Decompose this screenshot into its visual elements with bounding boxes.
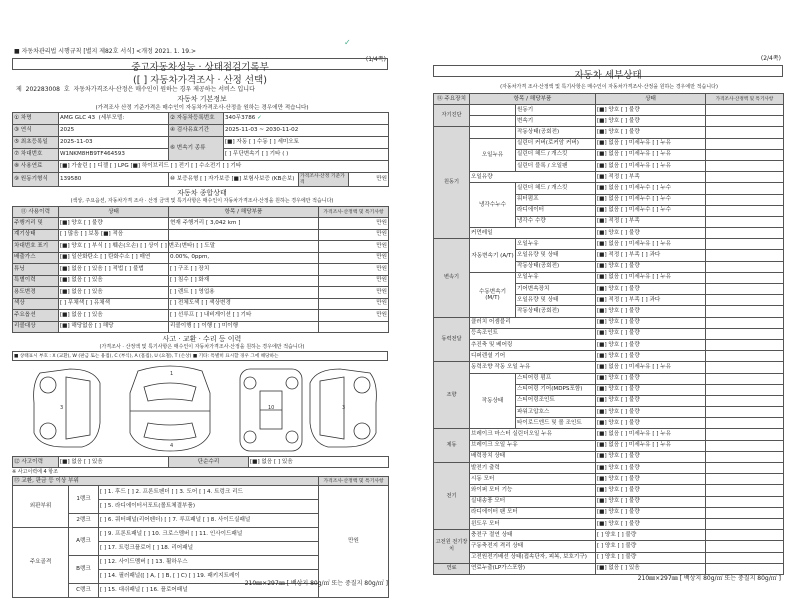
summary-cell-state: [■] 없음 [ ] 있음 [ ] 적법 [ ] 불법: [59, 264, 169, 276]
svg-text:1: 1: [170, 371, 174, 377]
detail-item: 냉각수 수량: [516, 216, 596, 227]
detail-price: [706, 272, 784, 283]
summary-cell-item: 계기상태: [13, 229, 59, 241]
detail-item: 브레이크 마스터 실린더오일 누유: [470, 429, 596, 440]
detail-price: [706, 138, 784, 149]
detail-state: [■] 양호 [ ] 불량: [596, 127, 706, 138]
svg-text:10: 10: [268, 405, 275, 411]
detail-item: 오일유량: [470, 172, 596, 183]
summary-cell-price: [319, 321, 389, 333]
detail-state: [■] 양호 [ ] 불량: [596, 116, 706, 127]
detail-price: [706, 194, 784, 205]
detail-row: [434, 474, 784, 485]
detail-state: [■] 양호 [ ] 불량: [596, 306, 706, 317]
detail-row: [434, 530, 784, 541]
detail-state: [■] 양호 [ ] 불량: [596, 228, 706, 239]
summary-cell-detail: 현재 주행거리 [ 3,042 km ]: [169, 218, 319, 230]
summary-cell-state: [■] 없음 [ ] 있음: [59, 275, 169, 287]
summary-cell-detail: 리콜이행 [ ] 이행 [ ] 미이행: [169, 321, 319, 333]
detail-item: 연료누출(LP가스포함): [470, 563, 596, 574]
detail-row: [434, 485, 784, 496]
detail-price: [706, 239, 784, 250]
detail-price: [706, 451, 784, 462]
detail-state: [■] 양호 [ ] 불량: [596, 496, 706, 507]
detail-state: [■] 양호 [ ] 불량: [596, 407, 706, 418]
detail-state: [■] 양호 [ ] 불량: [596, 418, 706, 429]
summary-cell-price: 만원: [319, 252, 389, 264]
summary-row: [13, 252, 389, 264]
car-top-view: [130, 366, 210, 451]
detail-item: 클러치 어셈블리: [470, 317, 596, 328]
detail-subgroup: 수동변속기 (M/T): [470, 272, 516, 317]
summary-row: [13, 229, 389, 241]
basic-info-title: 자동차 기본정보: [177, 95, 227, 103]
summary-cell-detail: [ ] 구조 [ ] 장치: [169, 264, 319, 276]
detail-group: 동력전달: [434, 317, 470, 362]
detail-price: [706, 317, 784, 328]
summary-row: [13, 287, 389, 299]
detail-item: 작동상태(공회전): [516, 127, 596, 138]
detail-state: [■] 양호 [ ] 불량: [596, 339, 706, 350]
summary-row: [13, 321, 389, 333]
detail-item: 파워고압호스: [516, 407, 596, 418]
detail-item: 충전구 절연 상태: [470, 530, 596, 541]
detail-state: [■] 없음 [ ] 미세누수 [ ] 누수: [596, 194, 706, 205]
detail-price: [706, 541, 784, 552]
detail-item: 스티어링조인트: [516, 395, 596, 406]
detail-title: 자동차 세부상태: [574, 70, 642, 81]
detail-item: 동력조향 작동 오일 누유: [470, 362, 596, 373]
detail-item: 라디에이터: [516, 205, 596, 216]
car-diagram: [20, 363, 390, 453]
summary-cell-detail: [ ] 전체도색 [ ] 색상변경: [169, 298, 319, 310]
detail-price: [706, 362, 784, 373]
detail-row: [434, 362, 784, 373]
detail-state: [■] 적정 [ ] 부족 [ ] 과다: [596, 295, 706, 306]
detail-item: 스티어링 펌프: [516, 373, 596, 384]
detail-row: [434, 518, 784, 529]
detail-subgroup-empty: [470, 105, 516, 116]
detail-price: [706, 172, 784, 183]
detail-row: [434, 351, 784, 362]
summary-cell-item: 주요옵션: [13, 310, 59, 322]
detail-price: [706, 351, 784, 362]
detail-price: [706, 407, 784, 418]
detail-item: 커먼레일: [470, 228, 596, 239]
detail-note: (자동차가격 조사·산정액 및 특기사항은 매수인이 자동차가격조사·산정을 원하는 경우에만 적습니다): [500, 84, 718, 90]
detail-price: [706, 284, 784, 295]
detail-price: [706, 261, 784, 272]
detail-group: 전기: [434, 463, 470, 530]
summary-cell-state: [■] 양호 [ ] 불량: [59, 218, 169, 230]
page-1: [12, 38, 392, 593]
detail-state: [■] 양호 [ ] 불량: [596, 474, 706, 485]
detail-state: [■] 적정 [ ] 부족: [596, 216, 706, 227]
detail-item: 실린더 커버(로커암 커버): [516, 138, 596, 149]
detail-price: [706, 306, 784, 317]
svg-text:3: 3: [60, 405, 64, 411]
summary-row: [13, 310, 389, 322]
detail-state: [■] 없음 [ ] 미세누수 [ ] 누수: [596, 183, 706, 194]
detail-price: [706, 149, 784, 160]
detail-item: 추진축 및 베어링: [470, 339, 596, 350]
detail-state: [■] 없음 [ ] 미세누수 [ ] 누수: [596, 205, 706, 216]
detail-price: [706, 429, 784, 440]
summary-cell-state: [■] 양호 [ ] 부식 [ ] 훼손(오손) [ ] 상이 [ ] 변조(변타) [ ] 도말: [59, 241, 169, 253]
detail-price: [706, 384, 784, 395]
summary-cell-price: 만원: [319, 218, 389, 230]
summary-note: (색상, 주요옵션, 자동차가격 조사 · 산정 금액 및 특기사항은 매수인이 자동차가격조사·산정을 원하는 경우에만 적습니다): [70, 198, 334, 204]
document-subtitle: ([ ] 자동차가격조사 · 산정 선택): [133, 75, 267, 86]
detail-item: 배력장치 상태: [470, 451, 596, 462]
check-mark-icon: ✓: [344, 38, 351, 47]
paper-spec-footer-2: 210㎜×297㎜ [ 백상지 80g/㎡ 또는 중질지 80g/㎡ ]: [637, 575, 781, 582]
document-number-line: 제 202283008 호 자동차가격조사·산정은 매수인이 원하는 경우 제공하는 서비스 입니다: [16, 86, 255, 93]
summary-cell-item: 리콜대상: [13, 321, 59, 333]
detail-price: [706, 485, 784, 496]
detail-item: 실린더 헤드 / 개스킷: [516, 183, 596, 194]
detail-row: [434, 451, 784, 462]
summary-cell-detail: 0.00%, 0ppm,: [169, 252, 319, 264]
detail-state: [ ] 양호 [ ] 불량: [596, 552, 706, 563]
detail-state: [■] 없음 [ ] 미세누유 [ ] 누유: [596, 149, 706, 160]
detail-item: 윈도우 모터: [470, 518, 596, 529]
page-number-2: (2/4쪽): [760, 55, 781, 62]
detail-item: 작동상태(공회전): [516, 306, 596, 317]
summary-cell-state: [■] 일산화탄소 [ ] 탄화수소 [ ] 매연: [59, 252, 169, 264]
detail-item: 와이퍼 모터 기능: [470, 485, 596, 496]
detail-state: [■] 양호 [ ] 불량: [596, 463, 706, 474]
detail-price: [706, 127, 784, 138]
detail-item: 스티어링 기어(MDPS포함): [516, 384, 596, 395]
summary-cell-state: [■] 없음 [ ] 있음: [59, 287, 169, 299]
detail-row: [434, 228, 784, 239]
detail-state: [■] 양호 [ ] 불량: [596, 485, 706, 496]
detail-row: [434, 317, 784, 328]
summary-cell-state: [■] 없음 [ ] 있음: [59, 310, 169, 322]
detail-state: [■] 없음 [ ] 미세누유 [ ] 누유: [596, 239, 706, 250]
detail-price: [706, 463, 784, 474]
detail-price: [706, 440, 784, 451]
detail-group: 제동: [434, 429, 470, 463]
svg-text:4: 4: [170, 443, 174, 449]
basic-info-note: (가격조사 산정 기준가격은 매수인이 자동차가격조사·산정을 원하는 경우에만 적습니다): [95, 105, 309, 111]
detail-state: [■] 양호 [ ] 불량: [596, 284, 706, 295]
accident-title: 사고 · 교환 · 수리 등 이력: [162, 335, 242, 343]
detail-item: 원동기: [516, 105, 596, 116]
detail-state: [■] 적정 [ ] 부족 [ ] 과다: [596, 250, 706, 261]
detail-price: [706, 216, 784, 227]
basic-info-table: ① 차명 AMG GLC 43 (세부모델: ② 자동차등록번호 340무3786 ✓ ③ 연식 2025 ④ 검사유효기간 2025-11-03 ~ 2030-11-02 ⑤ 최초등록일 2025-11-03 ⑥ 변속기 종류 [■] 자동 [ ] 수동 [ ] 세미오토 ⑦ 차대번호 W1NKM8HB9TF464593 [ ] 무단변속기 [ ] 기타 ( ) ⑧ 사용연료 [■] 가솔린 [ ] 디젤 [ ] LPG [■] 하이브리드 [ ] 전기 [ ] 수소전기 [ ] 기타 ⑨ 원동기형식 139580 ⑩ 보증유형 [ ] 자가보증 [■] 보험사보증 (KB손보) 가격조사·산정 기준가격 만원: [12, 112, 389, 187]
detail-item: 라디에이터 팬 모터: [470, 507, 596, 518]
detail-item: 오일유량 및 상태: [516, 295, 596, 306]
detail-state: [■] 양호 [ ] 불량: [596, 351, 706, 362]
detail-row: [434, 507, 784, 518]
detail-price: [706, 395, 784, 406]
detail-group: 자기진단: [434, 105, 470, 127]
detail-price: [706, 250, 784, 261]
detail-state: [■] 양호 [ ] 불량: [596, 451, 706, 462]
parts-table: ⑬ 교환, 판금 등 이상 부위 가격조사·산정액 및 특기사항 외판부위 1랭크 [ ] 1. 후드 [ ] 2. 프론트펜더 [ ] 3. 도어 [ ] 4. 트렁크 리드 만원 [ ] 5. 라디에이터서포트(볼트체결부품) 2랭크 [ ] 6. 쿼터패널(리어펜더) [ ] 7. 루프패널 [ ] 8. 사이드실패널 주요골격 A랭크 [ ] 9. 프론트패널 [ ] 10. 크로스멤버 [ ] 11. 인사이드패널 [ ] 17. 트렁크플로어 [ ] 18. 리어패널 B랭크 [ ] 12. 사이드멤버 [ ] 13. 휠하우스 [ ] 14. 필러패널([ ] A, [ ] B, [ ] C) [ ] 19. 패키지트레이 C랭크 [ ] 15. 대쉬패널 [ ] 16. 플로어패널: [12, 476, 389, 598]
detail-row: [434, 541, 784, 552]
detail-state: [■] 없음 [ ] 미세누유 [ ] 누유: [596, 362, 706, 373]
detail-row: [434, 127, 784, 138]
detail-table: ⑭ 주요장치 항목 / 해당부품 상태 가격조사·산정액 및 특기사항 자기진단 원동기 [■] 양호 [ ] 불량 변속기 [■] 양호 [ ] 불량 원동기 작동상태(공회전) [■] 양호 [ ] 불량 오일누유 실린더 커버(로커암 커버) [■] 없음 [ ] 미세누유 [ ] 누유 실린더 헤드 / 개스킷 [■] 없음 [ ] 미세누유 [ ] 누유 실린더 블록 / 오일팬 [■] 없음 [ ] 미세누유 [ ] 누유 오일유량 [■] 적정 [ ] 부족 냉각수누수 실린더 헤드 / 개스킷 [■] 없음 [ ] 미세누수 [ ] 누수 워터펌프 [■] 없음 [ ] 미세누수 [ ] 누수 라디에이터 [■] 없음 [ ] 미세누수 [ ] 누수 냉각수 수량 [■] 적정 [ ] 부족 커먼레일 [■] 양호 [ ] 불량 변속기 자동변속기 (A/T) 오일누유 [■] 없음 [ ] 미세누유 [ ] 누유 오일유량 및 상태 [■] 적정 [ ] 부족 [ ] 과다 작동상태(공회전) [■] 양호 [ ] 불량 수동변속기 (M/T) 오일누유 [■] 없음 [ ] 미세누유 [ ] 누유 기어변속장치 [■] 양호 [ ] 불량 오일유량 및 상태 [■] 적정 [ ] 부족 [ ] 과다 작동상태(공회전) [■] 양호 [ ] 불량 동력전달 클러치 어셈블리 [■] 양호 [ ] 불량 등속조인트 [■] 양호 [ ] 불량 추진축 및 베어링 [■] 양호 [ ] 불량 디퍼렌셜 기어 [■] 양호 [ ] 불량 조향 동력조향 작동 오일 누유 [■] 없음 [ ] 미세누유 [ ] 누유 작동상태 스티어링 펌프 [■] 양호 [ ] 불량 스티어링 기어(MDPS포함) [■] 양호 [ ] 불량 스티어링조인트 [■] 양호 [ ] 불량 파워고압호스 [■] 양호 [ ] 불량 타이로드엔드 및 볼 조인트 [■] 양호 [ ] 불량 제동 브레이크 마스터 실린더오일 누유 [■] 없음 [ ] 미세누유 [ ] 누유 브레이크 오일 누유 [■] 없음 [ ] 미세누유 [ ] 누유 배력장치 상태 [■] 양호 [ ] 불량 전기 발전기 출력 [■] 양호 [ ] 불량 시동 모터 [■] 양호 [ ] 불량 와이퍼 모터 기능 [■] 양호 [ ] 불량 실내송풍 모터 [■] 양호 [ ] 불량 라디에이터 팬 모터 [■] 양호 [ ] 불량 윈도우 모터 [■] 양호 [ ] 불량 고전원 전기장치 충전구 절연 상태 [ ] 양호 [ ] 불량 구동축전지 격리 상태 [ ] 양호 [ ] 불량 고전원전기배선 상태(접속단자, 피복, 보호기구) [ ] 양호 [ ] 불량 연료 연료누출(LP가스포함) [■] 없음 [ ] 있음: [433, 93, 784, 575]
detail-item: 기어변속장치: [516, 284, 596, 295]
detail-state: [ ] 양호 [ ] 불량: [596, 541, 706, 552]
detail-state: [■] 없음 [ ] 미세누유 [ ] 누유: [596, 272, 706, 283]
detail-price: [706, 295, 784, 306]
detail-state: [■] 양호 [ ] 불량: [596, 373, 706, 384]
detail-item: 실린더 블록 / 오일팬: [516, 160, 596, 171]
detail-row: [434, 172, 784, 183]
detail-group: 연료: [434, 563, 470, 574]
detail-price: [706, 205, 784, 216]
detail-state: [■] 양호 [ ] 불량: [596, 317, 706, 328]
detail-row: [434, 183, 784, 194]
detail-item: 디퍼렌셜 기어: [470, 351, 596, 362]
detail-state: [■] 양호 [ ] 불량: [596, 507, 706, 518]
detail-state: [■] 양호 [ ] 불량: [596, 384, 706, 395]
detail-price: [706, 160, 784, 171]
summary-cell-state: [■] 해당없음 [ ] 해당: [59, 321, 169, 333]
detail-price: [706, 474, 784, 485]
summary-cell-price: 만원: [319, 310, 389, 322]
detail-state: [■] 양호 [ ] 불량: [596, 518, 706, 529]
summary-row: [13, 264, 389, 276]
summary-cell-price: 만원: [319, 229, 389, 241]
summary-cell-detail: [ ] 침수 [ ] 화재: [169, 275, 319, 287]
summary-cell-detail: [ ] 렌트 [ ] 영업용: [169, 287, 319, 299]
detail-price: [706, 373, 784, 384]
detail-row: [434, 463, 784, 474]
detail-item: 발전기 출력: [470, 463, 596, 474]
summary-cell-detail: [169, 229, 319, 241]
detail-item: 작동상태(공회전): [516, 261, 596, 272]
detail-item: 오일누유: [516, 272, 596, 283]
detail-group: 변속기: [434, 239, 470, 317]
detail-price: [706, 228, 784, 239]
detail-row: [434, 552, 784, 563]
detail-state: [■] 적정 [ ] 부족: [596, 172, 706, 183]
detail-item: 실내송풍 모터: [470, 496, 596, 507]
detail-item: 워터펌프: [516, 194, 596, 205]
detail-row: [434, 429, 784, 440]
summary-cell-price: 만원: [319, 298, 389, 310]
summary-row: [13, 218, 389, 230]
summary-title: 자동차 종합상태: [177, 189, 227, 197]
detail-row: [434, 373, 784, 384]
detail-item: 구동축전지 격리 상태: [470, 541, 596, 552]
summary-row: [13, 298, 389, 310]
detail-item: 브레이크 오일 누유: [470, 440, 596, 451]
detail-group: 원동기: [434, 127, 470, 239]
page-2: [433, 53, 785, 581]
detail-item: 시동 모터: [470, 474, 596, 485]
svg-text:3: 3: [342, 405, 346, 411]
detail-item: 변속기: [516, 116, 596, 127]
detail-row: [434, 272, 784, 283]
detail-price: [706, 530, 784, 541]
detail-state: [■] 없음 [ ] 미세누유 [ ] 누유: [596, 138, 706, 149]
detail-state: [ ] 양호 [ ] 불량: [596, 530, 706, 541]
summary-cell-state: [ ] 무채색 [ ] 유채색: [59, 298, 169, 310]
detail-subgroup-empty: [470, 116, 516, 127]
detail-state: [■] 양호 [ ] 불량: [596, 261, 706, 272]
detail-state: [■] 없음 [ ] 미세누유 [ ] 누유: [596, 429, 706, 440]
detail-row: [434, 105, 784, 116]
detail-price: [706, 116, 784, 127]
detail-item: 실린더 헤드 / 개스킷: [516, 149, 596, 160]
car-left-side-view: [34, 369, 100, 447]
document-title: 중고자동차성능 · 상태점검기록부: [131, 62, 269, 73]
summary-cell-item: 용도변경: [13, 287, 59, 299]
detail-price: [706, 518, 784, 529]
detail-price: [706, 496, 784, 507]
detail-row: [434, 328, 784, 339]
detail-state: [■] 양호 [ ] 불량: [596, 328, 706, 339]
detail-subgroup-empty: [470, 127, 516, 138]
accident-reference: ※ 사고이력에 4 항조: [12, 469, 58, 475]
detail-state: [■] 양호 [ ] 불량: [596, 395, 706, 406]
summary-cell-price: 만원: [319, 275, 389, 287]
summary-table: ⑪ 사용이력 상태 항목 / 해당부품 가격조사·산정액 및 특기사항 주행거리 및 [■] 양호 [ ] 불량 현재 주행거리 [ 3,042 km ] 만원 계기상태 [ ] 많음 [ ] 보통 [■] 적음 만원 차대번호 표기 [■] 양호 [ ] 부식 [ ] 훼손(오손) [ ] 상이 [ ] 변조(변타) [ ] 도말 만원 배출가스 [■] 일산화탄소 [ ] 탄화수소 [ ] 매연 0.00%, 0ppm, 만원 튜닝 [■] 없음 [ ] 있음 [ ] 적법 [ ] 불법 [ ] 구조 [ ] 장치 만원 특별이력 [■] 없음 [ ] 있음 [ ] 침수 [ ] 화재 만원 용도변경 [■] 없음 [ ] 있음 [ ] 렌트 [ ] 영업용 만원 색상 [ ] 무채색 [ ] 유채색 [ ] 전체도색 [ ] 색상변경 만원 주요옵션 [■] 없음 [ ] 있음 [ ] 선루프 [ ] 내비게이션 [ ] 기타 만원 리콜대상 [■] 해당없음 [ ] 해당 리콜이행 [ ] 이행 [ ] 미이행: [12, 206, 389, 333]
detail-row: [434, 138, 784, 149]
summary-row: [13, 241, 389, 253]
summary-cell-item: 차대번호 표기: [13, 241, 59, 253]
detail-row: [434, 440, 784, 451]
accident-note: (가격조사 · 산정액 및 특기사항은 매수인이 자동차가격조사·산정을 원하는 경우에만 적습니다): [99, 344, 305, 350]
detail-price: [706, 183, 784, 194]
detail-item: 고전원전기배선 상태(접속단자, 피복, 보호기구): [470, 552, 596, 563]
detail-price: [706, 418, 784, 429]
detail-item: 등속조인트: [470, 328, 596, 339]
detail-subgroup: 오일누유: [470, 138, 516, 172]
summary-cell-price: 만원: [319, 264, 389, 276]
detail-price: [706, 339, 784, 350]
detail-row: [434, 239, 784, 250]
summary-cell-item: 배출가스: [13, 252, 59, 264]
page-number: (1/4쪽): [365, 56, 386, 63]
detail-item: 오일누유: [516, 239, 596, 250]
detail-row: [434, 496, 784, 507]
detail-state: [■] 없음 [ ] 있음: [596, 563, 706, 574]
accident-table: ⑫ 사고이력 [■] 없음 [ ] 있음 단순수리 [■] 없음 [ ] 있음: [12, 456, 389, 468]
detail-state: [■] 양호 [ ] 불량: [596, 105, 706, 116]
detail-price: [706, 507, 784, 518]
summary-cell-detail: [ ] 선루프 [ ] 내비게이션 [ ] 기타: [169, 310, 319, 322]
detail-subgroup: 자동변속기 (A/T): [470, 239, 516, 273]
detail-group: 고전원 전기장치: [434, 530, 470, 564]
summary-cell-state: [ ] 많음 [ ] 보통 [■] 적음: [59, 229, 169, 241]
detail-state: [■] 없음 [ ] 미세누유 [ ] 누유: [596, 160, 706, 171]
detail-subgroup: 냉각수누수: [470, 183, 516, 228]
summary-row: [13, 275, 389, 287]
paper-spec-footer: 210㎜×297㎜ [ 백상지 80g/㎡ 또는 중질지 80g/㎡ ]: [244, 580, 388, 587]
detail-row: [434, 116, 784, 127]
summary-cell-price: 만원: [319, 241, 389, 253]
summary-cell-item: 주행거리 및: [13, 218, 59, 230]
detail-group: 조향: [434, 362, 470, 429]
detail-price: [706, 105, 784, 116]
detail-state: [■] 없음 [ ] 미세누유 [ ] 누유: [596, 440, 706, 451]
detail-item: 오일유량 및 상태: [516, 250, 596, 261]
detail-price: [706, 328, 784, 339]
detail-subgroup: 작동상태: [470, 373, 516, 429]
summary-cell-price: 만원: [319, 287, 389, 299]
summary-cell-item: 특별이력: [13, 275, 59, 287]
form-header: ■ 자동차관리법 시행규칙 [별지 제82호 서식] <개정 2021. 1. 19.>: [14, 48, 196, 55]
detail-item: 타이로드엔드 및 볼 조인트: [516, 418, 596, 429]
summary-cell-item: 튜닝: [13, 264, 59, 276]
detail-row: [434, 339, 784, 350]
summary-cell-item: 색상: [13, 298, 59, 310]
detail-price: [706, 552, 784, 563]
accident-legend: ■ 상태표시 부호 : X (교환), W (판금 또는 용접), C (부식), A (흠집), U (요철), T (손상) ■ 기타: 특별히 표시할 경우 그에 해당하는: [12, 351, 388, 361]
